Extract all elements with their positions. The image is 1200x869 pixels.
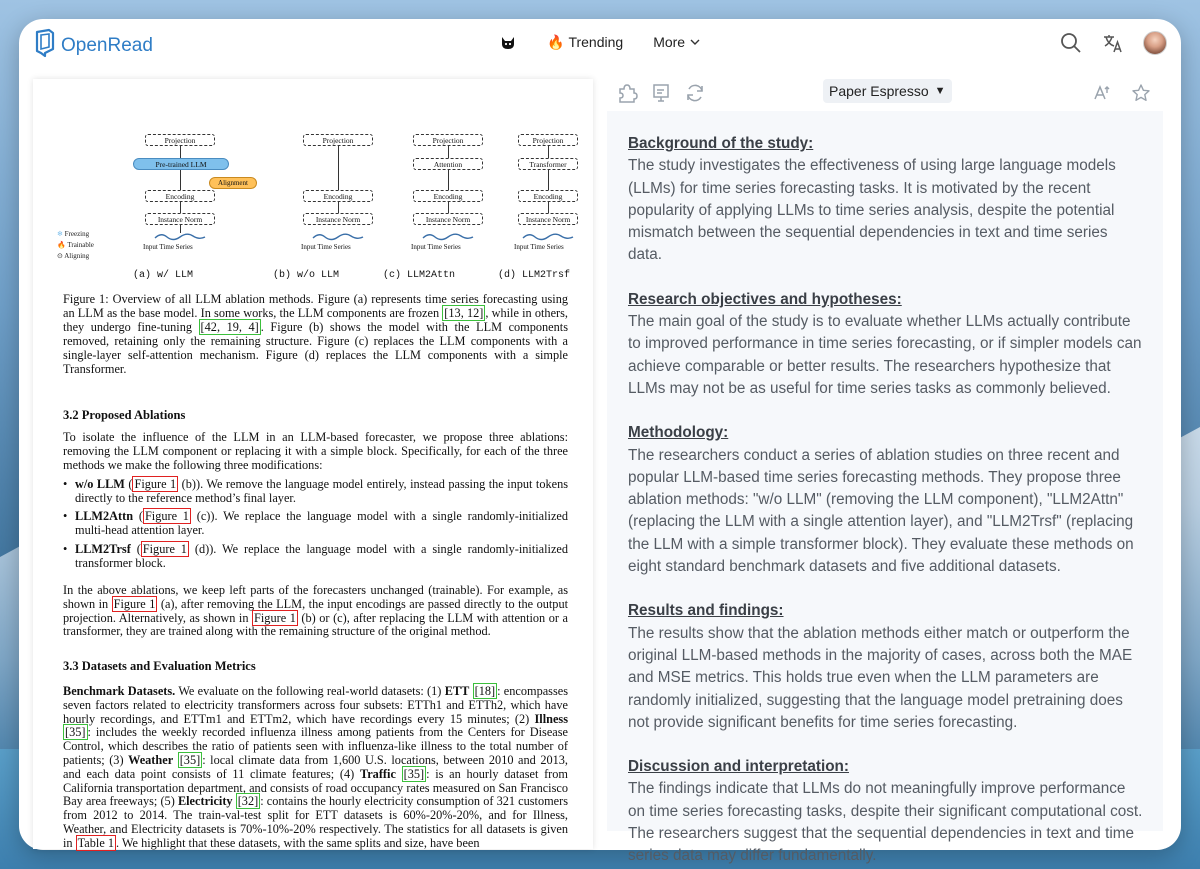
summary-section-results — [628, 600, 1143, 734]
trending-link[interactable] — [547, 34, 623, 51]
summary-section-objectives — [628, 289, 1143, 400]
bullet-item: • w/o LLM ( Figure 1 (b)). We remove the language model entirely, instead passing the input tokens directly to the reference method’s final layer. — [63, 478, 568, 506]
citation-link[interactable]: [35] — [403, 766, 425, 781]
logo-text: OpenRead — [61, 35, 153, 56]
figure-link[interactable]: Figure 1 — [134, 477, 177, 491]
summary-heading: Methodology: — [628, 424, 729, 442]
openread-logo-icon — [33, 29, 57, 57]
figure-legend: ❄ Freezing 🔥 Trainable ⊙ Aligning — [57, 230, 94, 260]
figure-caption-d: (d) LLM2Trsf — [498, 270, 571, 281]
logo[interactable] — [33, 29, 153, 57]
figure-col-b: Projection Encoding Instance Norm Input Time Series — [293, 119, 393, 269]
refresh-icon[interactable] — [683, 81, 707, 105]
summary-mode-dropdown[interactable] — [823, 79, 952, 103]
nav-right — [1059, 31, 1167, 55]
figure-link[interactable]: Figure 1 — [142, 542, 187, 556]
summary-text: The study investigates the effectiveness of using large language models (LLMs) for time series forecasting tasks. It is motivated by the recent popularity of applying LLMs to time series analysis, despite the potential mismatch between the sequential dependencies in text and time series data. — [628, 157, 1116, 264]
figure-link[interactable]: Figure 1 — [113, 596, 156, 611]
paragraph: In the above ablations, we keep left parts of the forecasters unchanged (trainable). For example, as shown in Figure 1 (a), after removing the LLM, the input encodings are passed directly to the output projection. Alternatively, as shown in Figure 1 (b) or (c), after replacing the LLM with attention or a transformer, they are trained along with the remaining structure of the original method. — [63, 583, 569, 639]
citation-link[interactable]: [18] — [474, 684, 496, 698]
figure-caption-b: (b) w/o LLM — [273, 270, 340, 281]
figure-col-a: Projection Pre-trained LLM Alignment Encoding Instance Norm Input Time Series — [115, 119, 215, 269]
figure-col-d: Projection Transformer Encoding Instance Norm Input Time Series — [508, 119, 608, 269]
citation-link[interactable]: [32] — [237, 794, 259, 809]
figure-1 — [53, 119, 573, 289]
summary-section-background — [628, 133, 1143, 267]
figure-link[interactable]: Figure 1 — [144, 509, 189, 523]
app-window — [19, 19, 1181, 865]
citation-link[interactable]: [13, 12] — [444, 306, 484, 320]
summary-text: The researchers conduct a series of ablation studies on three recent and popular LLM-based time series forecasting methods. They propose three ablation methods: "w/o LLM" (removing the LLM component), "LLM2Attn" (replacing the LLM with a single attention layer), and "LLM2Trsf" (replacing the LLM with a simple transformer block). They evaluate these methods on eight standard benchmark datasets and five additional datasets. — [628, 446, 1134, 576]
presentation-icon[interactable] — [649, 81, 673, 105]
pdf-viewer[interactable] — [33, 79, 593, 849]
summary-heading: Background of the study: — [628, 135, 814, 152]
table-link[interactable]: Table 1 — [77, 835, 114, 850]
summary-text: The findings indicate that LLMs do not meaningfully improve performance on time series forecasting tasks, despite their significant computational cost. The researchers suggest that the sequential dependencies in text and time series data may differ fundamentally. — [628, 780, 1143, 865]
section-heading: 3.3 Datasets and Evaluation Metrics — [63, 659, 256, 673]
summary-heading: Discussion and interpretation: — [628, 758, 849, 776]
translate-icon[interactable] — [1101, 31, 1125, 55]
bullet-item: • LLM2Trsf ( Figure 1 (d)). We replace the language model with a single randomly-initialized transformer block. — [63, 543, 568, 571]
puzzle-icon[interactable] — [615, 81, 639, 105]
summary-section-discussion — [628, 756, 1143, 867]
toolbar-right — [1091, 81, 1153, 105]
search-icon[interactable] — [1059, 31, 1083, 55]
more-menu[interactable] — [653, 34, 701, 50]
citation-link[interactable]: [35] — [65, 725, 86, 740]
toolbar-icons — [615, 81, 707, 105]
bullet-item: • LLM2Attn ( Figure 1 (c)). We replace the language model with a single randomly-initialized multi-head attention layer. — [63, 510, 568, 538]
summary-heading: Results and findings: — [628, 602, 784, 620]
citation-link[interactable]: [42, 19, 4] — [200, 320, 259, 334]
summary-text: The main goal of the study is to evaluate whether LLMs actually contribute to improved performance in time series forecasting, or if simpler models can achieve comparable or better results. The researchers hypothesize that LLMs may not be as useful for time series tasks as commonly believed. — [628, 313, 1142, 397]
summary-heading: Research objectives and hypotheses: — [628, 290, 902, 308]
summary-panel[interactable] — [607, 111, 1163, 865]
nav-center — [499, 33, 701, 51]
chevron-down-icon — [689, 36, 701, 48]
cat-icon[interactable] — [499, 33, 517, 51]
top-nav — [19, 19, 1181, 75]
user-avatar[interactable] — [1143, 31, 1167, 55]
summary-text: The results show that the ablation methods either match or outperform the original LLM-based methods in the majority of cases, across both the MAE and MSE metrics. This holds true even when the LLM parameters are randomly initialized, suggesting that the language model pretraining does not provide significant benefits for time series forecasting. — [628, 624, 1133, 731]
trending-label: Trending — [568, 34, 624, 50]
section-heading: 3.2 Proposed Ablations — [63, 408, 186, 422]
figure-caption-a: (a) w/ LLM — [133, 270, 194, 281]
citation-link[interactable]: [35] — [179, 752, 201, 767]
font-size-icon[interactable] — [1091, 81, 1115, 105]
summary-toolbar — [615, 77, 1165, 113]
paragraph: Benchmark Datasets. We evaluate on the following real-world datasets: (1) ETT [18] : encompasses seven factors related to electricity transformers across four subsets: ETTh1 and ETTh2, which have hourly recordings, and ETTm1 and ETTm2, which have recordings every 15 minutes; (2) Illness [35] : includes the weekly recorded influenza illness among patients from the Centers for Disease Control, which describes the ratio of patients seen with influenza-like illness to the total number of patients; (3) Weather [35] : local climate data from 1,600 U.S. locations, between 2010 and 2013, and each data point consists of 11 climate features; (4) Traffic [35] : is an hourly dataset from California transportation department, and consists of road occupancy rates measured on San Francisco Bay area freeways; (5) Electricity [32] : contains the hourly electricity consumption of 321 customers from 2012 to 2014. The train-val-test split for ETT datasets is 60%-20%-20%, and for Illness, Weather, and Electricity datasets is 70%-10%-20% respectively. The statistics for all datasets is given in Table 1 . We highlight that these datasets, with the same splits and size, have been — [63, 684, 569, 850]
paragraph: To isolate the influence of the LLM in an LLM-based forecaster, we propose three ablations: removing the LLM component or replacing it with a simple block. Specifically, for each of the three methods we make the following three modifications: — [63, 430, 568, 472]
figure-caption-text: Figure 1: Overview of all LLM ablation methods. Figure (a) represents time series forecasting using an LLM as the base model. In some works, the LLM components are frozen [13, 12] , while in others, they undergo fine-tuning [42, 19, 4] . Figure (b) shows the model with the LLM components removed, retaining only the remaining structure. Figure (c) replaces the LLM components with a single-layer self-attention mechanism. Figure (d) replaces the LLM components with a simple Transformer. — [63, 292, 568, 376]
caret-down-icon: ▼ — [934, 85, 946, 97]
summary-mode-label: Paper Espresso — [829, 83, 929, 99]
star-icon[interactable] — [1129, 81, 1153, 105]
summary-section-methodology — [628, 422, 1143, 578]
fire-icon: 🔥 — [547, 33, 565, 50]
figure-col-c: Projection Attention Encoding Instance Norm Input Time Series — [403, 119, 503, 269]
figure-link[interactable]: Figure 1 — [254, 610, 296, 625]
more-label: More — [653, 34, 686, 50]
figure-caption-c: (c) LLM2Attn — [383, 270, 456, 281]
